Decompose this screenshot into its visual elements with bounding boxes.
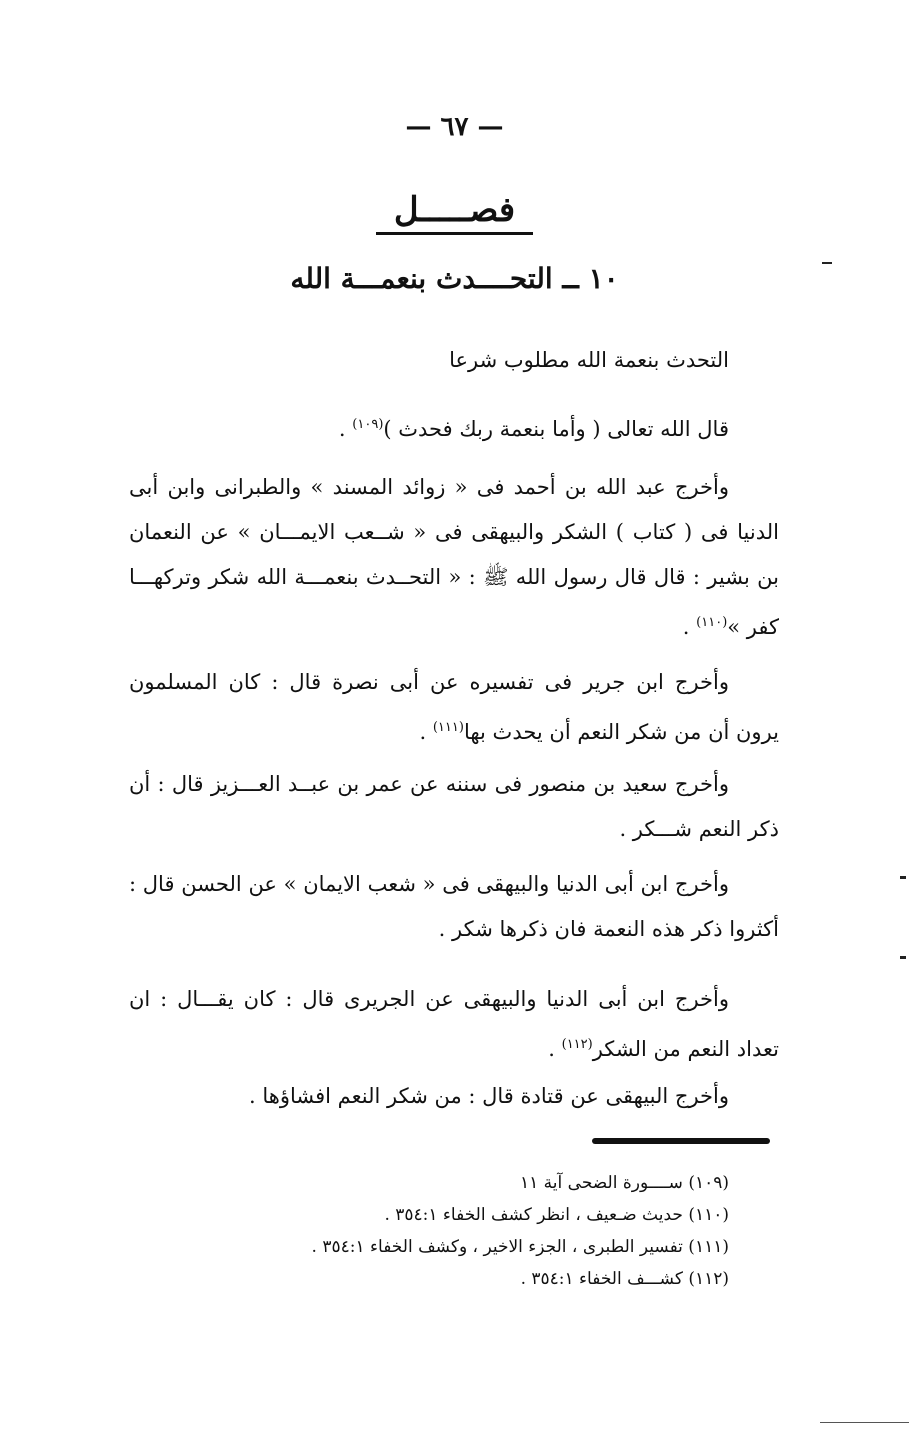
- footnote-ref: (١١١): [432, 720, 464, 735]
- footnote-ref: (١٠٩): [352, 417, 384, 432]
- footnote: (١١١) تفسير الطبرى ، الجزء الاخير ، وكشف الخفاء ٣٥٤:١ .: [311, 1237, 729, 1257]
- paragraph-end: .: [338, 417, 353, 441]
- paragraph-end: .: [548, 1037, 562, 1061]
- footnote-separator: [592, 1138, 770, 1144]
- footnote-ref: (١١٠): [696, 615, 728, 630]
- paragraph: [129, 1074, 779, 1119]
- paragraph-text: وأخرج عبد الله بن أحمد فى « زوائد المسند » والطبرانى وابن أبى الدنيا فى ( كتاب ) الشكر والبيهقى فى « شــعب الايمـــان » عن النعمان بن بشير : قال قال رسول الله ﷺ : « التحــدث بنعمـــة الله شكر وتركهـــا كفر »: [129, 475, 779, 639]
- paragraph-text: وأخرج سعيد بن منصور فى سننه عن عمر بن عبــد العـــزيز قال : أن ذكر النعم شـــكر .: [129, 772, 779, 841]
- footnote: (١٠٩) ســــورة الضحى آية ١١: [520, 1173, 729, 1193]
- scan-mark: [822, 262, 832, 264]
- scan-mark: [900, 956, 906, 959]
- paragraph-text: وأخرج البيهقى عن قتادة قال : من شكر النعم افشاؤها .: [249, 1084, 729, 1108]
- paragraph-text: قال الله تعالى ( وأما بنعمة ربك فحدث ): [383, 417, 729, 441]
- paragraph-text: التحدث بنعمة الله مطلوب شرعا: [449, 348, 729, 372]
- paragraph: [129, 977, 779, 1072]
- footnote: (١١٢) كشـــف الخفاء ٣٥٤:١ .: [520, 1269, 729, 1289]
- chapter-subtitle: ١٠ ــ التحــــدث بنعمـــة الله: [290, 262, 619, 295]
- footnote-ref: (١١٢): [561, 1037, 593, 1052]
- page-number: — ٦٧ —: [405, 112, 504, 142]
- paragraph-text: وأخرج ابن أبى الدنيا والبيهقى فى « شعب الايمان » عن الحسن قال : أكثروا ذكر هذه النعمة فان ذكرها شكر .: [129, 872, 779, 941]
- paragraph: [129, 338, 779, 383]
- section-title-text: فصـــــل: [376, 190, 533, 235]
- scan-mark: [820, 1422, 909, 1423]
- paragraph: [129, 402, 779, 452]
- paragraph-end: .: [419, 720, 433, 744]
- paragraph: [129, 465, 779, 650]
- paragraph: [129, 862, 779, 952]
- scan-mark: [900, 876, 906, 879]
- paragraph-text: وأخرج ابن أبى الدنيا والبيهقى عن الجريرى قال : كان يقـــال : ان تعداد النعم من الشكر: [129, 987, 779, 1061]
- footnote: (١١٠) حديث ضـعيف ، انظر كشف الخفاء ٣٥٤:١ .: [384, 1205, 729, 1225]
- paragraph-end: .: [682, 615, 697, 639]
- paragraph: [129, 762, 779, 852]
- paragraph-text: وأخرج ابن جرير فى تفسيره عن أبى نصرة قال : كان المسلمون يرون أن من شكر النعم أن يحدث بها: [129, 670, 779, 744]
- section-title: [0, 190, 909, 230]
- paragraph: [129, 660, 779, 755]
